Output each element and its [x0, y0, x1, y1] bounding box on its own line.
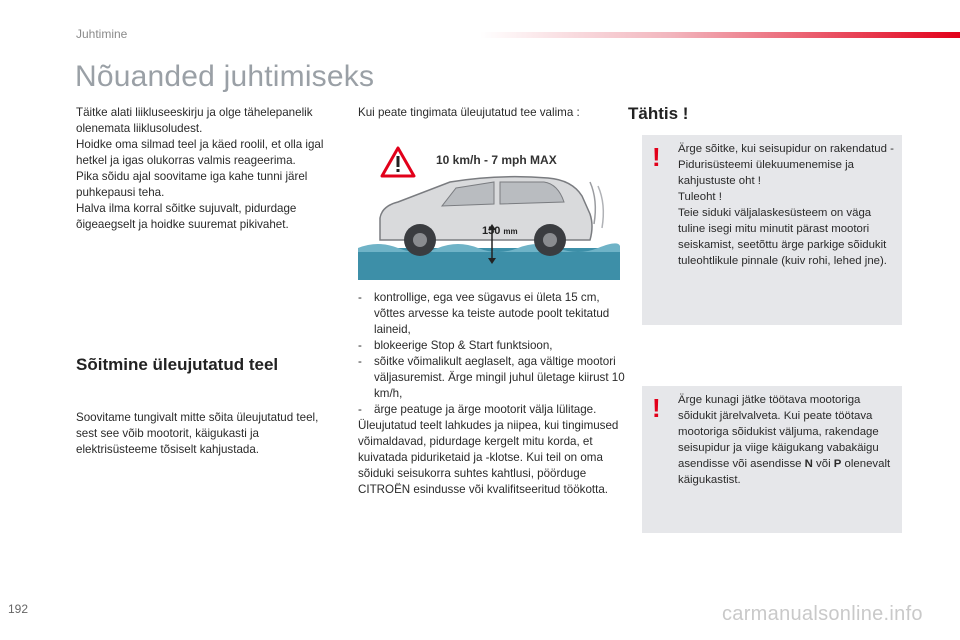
flood-section-text: [76, 410, 336, 458]
intro-paragraph: Pika sõidu ajal soovitame iga kahe tunni järel puhkepausi teha.: [76, 170, 308, 199]
flood-lead-text: Kui peate tingimata üleujutatud tee valima :: [358, 106, 580, 119]
list-item: [358, 354, 626, 402]
header-accent-bar: [480, 32, 960, 38]
list-item-text: sõitke võimalikult aeglaselt, aga vältige mootori väljasuremist. Ärge mingil juhul ületage kiirust 10 km/h,: [374, 355, 625, 400]
list-dash: -: [358, 339, 362, 352]
warning-line: Ärge sõitke, kui seisupidur on rakendatud - Pidurisüsteemi ülekuumenemise ja kahjustuste oht !: [678, 143, 894, 187]
page-title: Nõuanded juhtimiseks: [75, 60, 375, 93]
exclamation-icon: !: [652, 393, 661, 423]
list-item: [358, 338, 626, 354]
list-item: [358, 290, 626, 338]
depth-unit: mm: [503, 227, 518, 236]
list-item: [358, 402, 626, 418]
list-dash: -: [358, 291, 362, 304]
intro-paragraph: Hoidke oma silmad teel ja käed roolil, et olla igal hetkel ja igas olukorras valmis reageerima.: [76, 138, 324, 167]
watermark: carmanualsonline.info: [722, 603, 923, 625]
list-item-text: blokeerige Stop & Start funktsioon,: [374, 339, 553, 352]
flood-after-text: Üleujutatud teelt lahkudes ja niipea, kui tingimused võimaldavad, pidurdage kergelt mitu korda, et kuivatada piduriketaid ja -klotse. Kui teil on oma sõiduki seisukorra suhtes kahtlusi, pöörduge CITROËN esindusse või kvalifitseeritud töökotta.: [358, 419, 619, 496]
list-dash: -: [358, 355, 362, 368]
list-item-text: kontrollige, ega vee sügavus ei ületa 15 cm, võttes arvesse ka teiste autode poolt tekitatud laineid,: [374, 291, 610, 336]
speed-limit-label: 10 km/h - 7 mph MAX: [436, 153, 557, 167]
warning-line: Tuleoht !: [678, 191, 722, 203]
water-surface: [358, 248, 620, 280]
intro-paragraph: Täitke alati liikluseeskirju ja olge tähelepanelik olenemata liiklusoludest.: [76, 106, 313, 135]
depth-value: 150: [482, 225, 501, 237]
list-dash: -: [358, 403, 362, 416]
warning-line: Teie siduki väljalaskesüsteem on väga tuline isegi mitu minutit pärast mootori seiskamist, seetõttu ärge parkige sõidukit tuleohtlikule pinnale (kuiv rohi, lehed jne).: [678, 207, 887, 267]
warning-text-part: olenevalt käigukastist.: [678, 458, 891, 486]
warning-text: [678, 392, 896, 488]
flood-section-heading: Sõitmine üleujutatud teel: [76, 355, 279, 374]
gear-n-label: N: [804, 458, 813, 470]
svg-text:150 mm: [482, 225, 518, 237]
section-header: Juhtimine: [76, 27, 128, 41]
intro-text: [76, 105, 348, 233]
flooded-road-illustration: [358, 140, 620, 280]
exclamation-icon: !: [652, 142, 661, 172]
warning-text: [678, 141, 896, 269]
warning-text-part: Ärge kunagi jätke töötava mootoriga sõidukit järelvalveta. Kui peate töötava mootoriga sõidukist väljuma, rakendage seisupidur ja viige käigukang vabakäigu asendisse või asendisse: [678, 394, 879, 470]
flood-instructions: [358, 290, 626, 498]
flood-paragraph: Soovitame tungivalt mitte sõita üleujutatud teel, sest see võib mootorit, käigukasti ja elektrisüsteeme tõsiselt kahjustada.: [76, 411, 319, 456]
intro-paragraph: Halva ilma korral sõitke sujuvalt, pidurdage õigeaegselt ja hoidke suuremat pikivahet.: [76, 202, 297, 231]
important-heading: Tähtis !: [628, 104, 689, 123]
gear-p-label: P: [833, 458, 842, 470]
warning-text-part: või: [812, 458, 834, 470]
list-item-text: ärge peatuge ja ärge mootorit välja lülitage.: [374, 403, 597, 416]
page-number: 192: [8, 602, 29, 616]
warning-box-parking-brake: [642, 135, 902, 325]
warning-paragraph: [678, 392, 896, 488]
warning-box-unattended: [642, 386, 902, 533]
